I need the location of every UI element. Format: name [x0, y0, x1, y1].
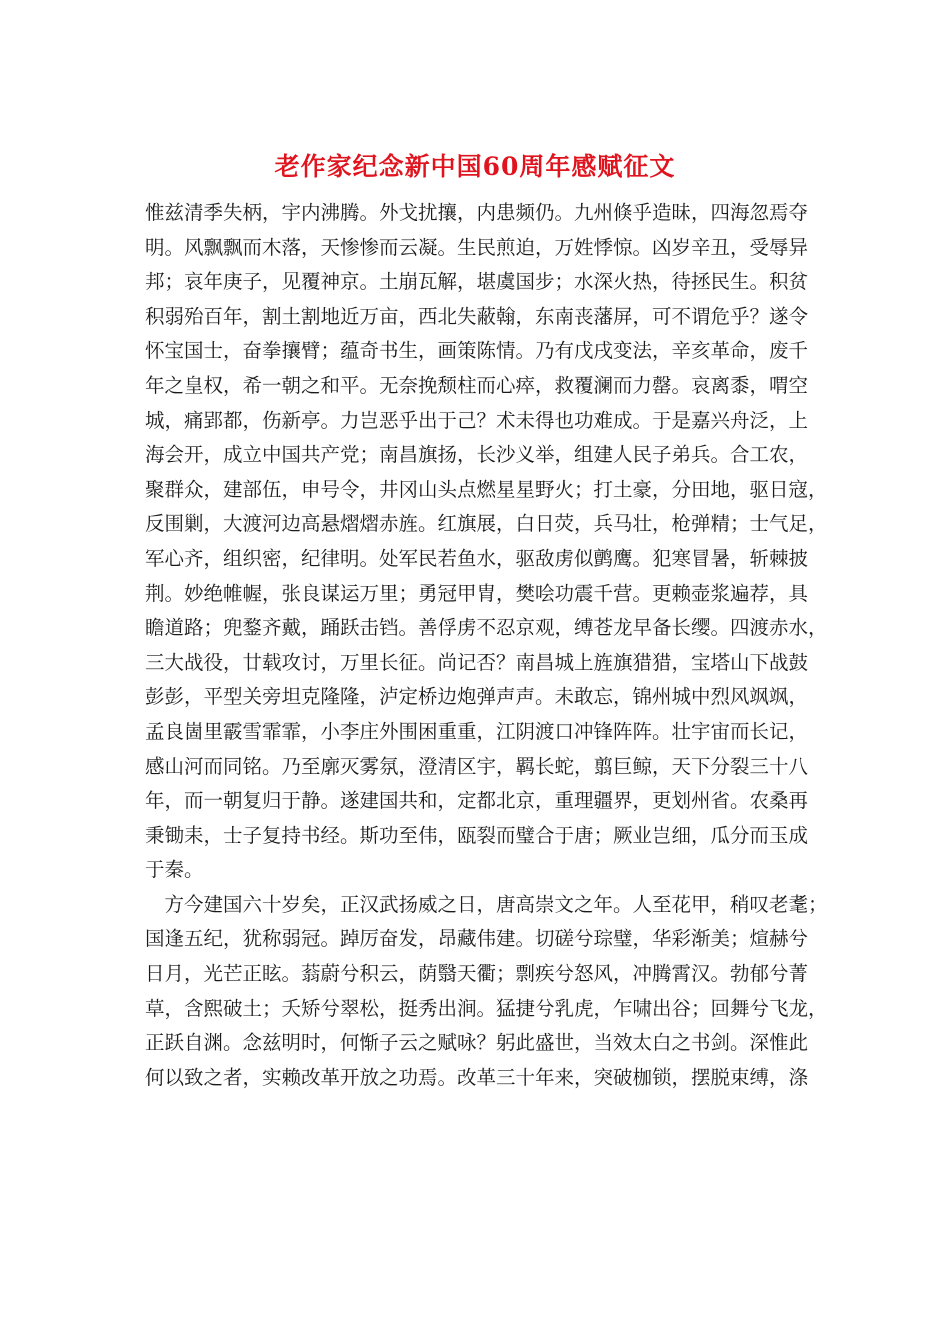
text-line: 方今建国六十岁矣，正汉武扬威之日，唐高崇文之年。人至花甲，稍叹老耄； [145, 892, 828, 916]
text-line: 荆。妙绝帷幄，张良谋运万里；勇冠甲胄，樊哙功震千营。更赖壶浆遍荐，具 [145, 581, 809, 605]
text-line: 日月，光芒正眩。蓊蔚兮积云，荫翳天衢；剽疾兮怒风，冲腾霄汉。勃郁兮菁 [145, 962, 809, 986]
document-title: 老作家纪念新中国60周年感赋征文 [274, 152, 676, 181]
text-line: 惟兹清季失柄，宇内沸腾。外戈扰攘，内患频仍。九州倏乎造昧，四海忽焉夺 [145, 201, 809, 224]
text-line: 于秦。 [145, 858, 204, 882]
text-line: 反围剿，大渡河边高悬熠熠赤旌。红旗展，白日荧，兵马壮，枪弹精；士气足， [145, 512, 828, 536]
text-line: 年之皇权，希一朝之和平。无奈挽颓柱而心瘁，救覆澜而力罄。哀离黍，喟空 [145, 373, 809, 397]
text-line: 明。风飘飘而木落，天惨惨而云凝。生民煎迫，万姓悸惊。凶岁辛丑，受辱异 [145, 235, 809, 259]
text-line: 海会开，成立中国共产党；南昌旗扬，长沙义举，组建人民子弟兵。合工农， [145, 443, 809, 467]
text-line: 瞻道路；兜鍪齐戴，踊跃击铛。善俘虏不忍京观，缚苍龙早备长缨。四渡赤水， [145, 616, 828, 640]
text-line: 草，含熙破土；夭矫兮翠松，挺秀出涧。猛捷兮乳虎，乍啸出谷；回舞兮飞龙， [145, 996, 828, 1020]
text-line: 孟良崮里霰雪霏霏，小李庄外围困重重，江阴渡口冲锋阵阵。壮宇宙而长记， [145, 719, 809, 743]
text-line: 感山河而同铭。乃至廓灭雾氛，澄清区宇，羁长蛇，翦巨鲸，天下分裂三十八 [145, 754, 809, 778]
text-line: 秉锄耒，士子复持书经。斯功至伟，瓯裂而璧合于唐；厥业岂细，瓜分而玉成 [145, 823, 809, 847]
text-line: 何以致之者，实赖改革开放之功焉。改革三十年来，突破枷锁，摆脱束缚，涤 [145, 1065, 809, 1089]
text-line: 怀宝国士，奋拳攘臂；蕴奇书生，画策陈情。乃有戊戌变法，辛亥革命，废千 [145, 339, 809, 363]
text-line: 年，而一朝复归于静。遂建国共和，定都北京，重理疆界，更划州省。农桑再 [145, 789, 809, 813]
text-line: 城，痛郢都，伤新亭。力岂恶乎出于己？术未得也功难成。于是嘉兴舟泛，上 [145, 408, 809, 432]
text-line: 军心齐，组织密，纪律明。处军民若鱼水，驱敌虏似鹯鹰。犯寒冒暑，斩棘披 [145, 546, 809, 570]
text-line: 聚群众，建部伍，申号令，井冈山头点燃星星野火；打土豪，分田地，驱日寇， [145, 477, 828, 501]
text-line: 国逢五纪，犹称弱冠。踔厉奋发，昂藏伟建。切磋兮琮璧，华彩渐美；煊赫兮 [145, 927, 809, 951]
text-line: 三大战役，廿载攻讨，万里长征。尚记否？南昌城上旌旗猎猎，宝塔山下战鼓 [145, 650, 809, 674]
document-body [145, 196, 828, 1095]
text-line: 彭彭，平型关旁坦克隆隆，泸定桥边炮弹声声。未敢忘，锦州城中烈风飒飒， [145, 685, 809, 709]
text-line: 积弱殆百年，割土割地近万亩，西北失蔽翰，东南丧藩屏，可不谓危乎？遂令 [145, 304, 809, 328]
text-line: 正跃自渊。念兹明时，何惭子云之赋咏？躬此盛世，当效太白之书剑。深惟此 [145, 1031, 809, 1055]
text-line: 邦；哀年庚子，见覆神京。土崩瓦解，堪虞国步；水深火热，待拯民生。积贫 [145, 270, 809, 294]
